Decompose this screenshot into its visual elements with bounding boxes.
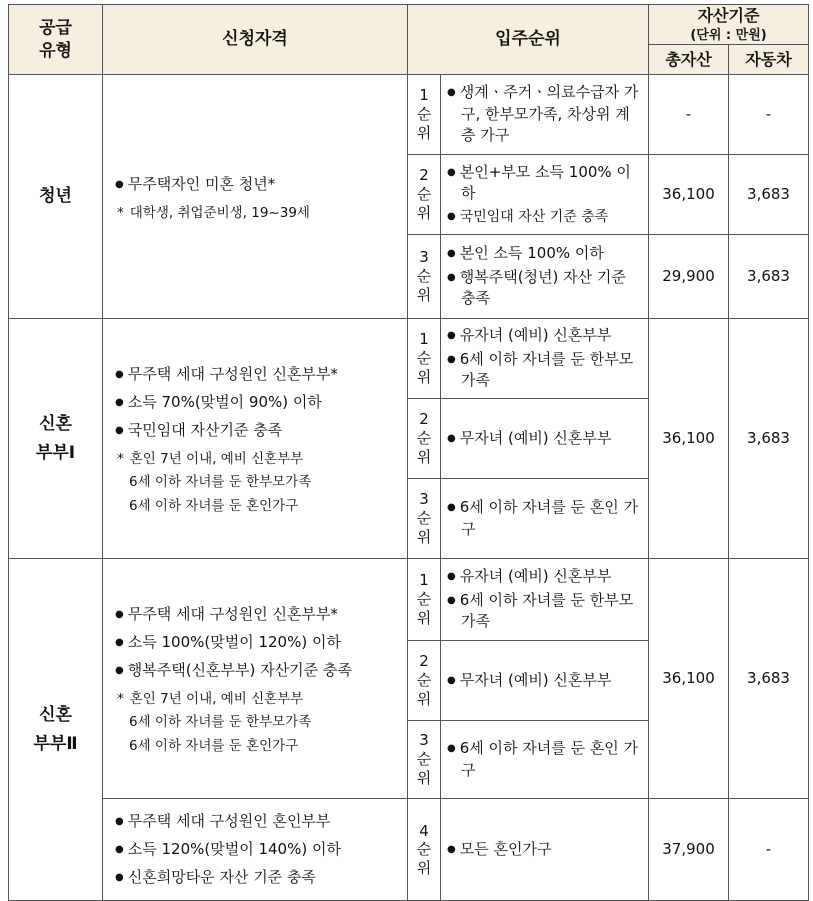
newlywed1-rank-1-item-0: ● 유자녀 (예비) 신혼부부 [447,325,642,347]
header-priority: 입주순위 [408,5,649,75]
youth-rank-3-criteria [441,235,649,319]
newlywed1-elig-2: ● 국민임대 자산기준 충족 [115,420,401,442]
youth-elig-0: ● 무주택자인 미혼 청년* [115,174,401,196]
asset-standard-label: 자산기준 [697,5,760,25]
youth-rank-3-car: 3,683 [729,235,809,319]
newlywed2-elig-0: ● 무주택 세대 구성원인 신혼부부* [115,604,401,626]
newlywed1-rank-2: 2 순 위 [408,399,441,479]
youth-rank-2-total: 36,100 [649,155,729,235]
newlywed1-note: * 혼인 7년 이내, 예비 신혼부부 6세 이하 자녀를 둔 한부모가족 6세 이하 자녀를 둔 혼인가구 [115,448,401,519]
newlywed2-rank-4-criteria [441,799,649,901]
newlywed2-note-2: 6세 이하 자녀를 둔 혼인가구 [129,737,299,754]
youth-rank-3-item-0: ● 본인 소득 100% 이하 [447,243,642,265]
header-supply-type: 공급 유형 [9,5,103,75]
youth-rank-1: 1 순 위 [408,75,441,155]
youth-rank-2-item-1: ● 국민임대 자산 기준 충족 [447,207,642,227]
newlywed1-rank-3: 3 순 위 [408,479,441,559]
youth-rank-2-car: 3,683 [729,155,809,235]
youth-eligibility [103,75,408,319]
newlywed2-rank-3: 3 순 위 [408,721,441,799]
newlywed2-rank-2: 2 순 위 [408,641,441,721]
housing-eligibility-table [8,4,809,901]
newlywed1-rank-1-item-1: ● 6세 이하 자녀를 둔 한부모가족 [447,349,642,393]
newlywed2-car: 3,683 [729,559,809,799]
newlywed2-rank-1-item-1: ● 6세 이하 자녀를 둔 한부모가족 [447,590,642,634]
newlywed2-rank4-total: 37,900 [649,799,729,901]
newlywed2-eligibility [103,559,408,799]
newlywed1-rank-1: 1 순 위 [408,319,441,399]
newlywed1-note-2: 6세 이하 자녀를 둔 혼인가구 [129,497,299,514]
youth-rank-1-criteria [441,75,649,155]
newlywed2-note-0: 혼인 7년 이내, 예비 신혼부부 [129,690,304,707]
newlywed2-rank4-eligibility [103,799,408,901]
header-total-assets: 총자산 [649,45,729,75]
newlywed2-rank4-car: - [729,799,809,901]
youth-rank-3-item-1: ● 행복주택(청년) 자산 기준 충족 [447,267,642,311]
youth-rank-1-car: - [729,75,809,155]
newlywed1-car: 3,683 [729,319,809,559]
newlywed2-rank-2-criteria [441,641,649,721]
newlywed2-rank4-elig-1: ● 소득 120%(맞벌이 140%) 이하 [115,839,401,861]
youth-rank-2-item-0: ● 본인+부모 소득 100% 이하 [447,162,642,206]
newlywed2-rank-2-item-0: ● 무자녀 (예비) 신혼부부 [447,670,642,692]
youth-rank-2-criteria [441,155,649,235]
newlywed1-rank-2-item-0: ● 무자녀 (예비) 신혼부부 [447,428,642,450]
newlywed2-rank-4-item-0: ● 모든 혼인가구 [447,839,642,861]
newlywed2-rank-1-criteria [441,559,649,641]
newlywed2-rank-1-item-0: ● 유자녀 (예비) 신혼부부 [447,566,642,588]
newlywed2-rank-4: 4 순 위 [408,799,441,901]
youth-rank-1-total: - [649,75,729,155]
youth-rank-3-total: 29,900 [649,235,729,319]
newlywed2-note: * 혼인 7년 이내, 예비 신혼부부 6세 이하 자녀를 둔 한부모가족 6세 이하 자녀를 둔 혼인가구 [115,688,401,759]
newlywed1-elig-1: ● 소득 70%(맞벌이 90%) 이하 [115,392,401,414]
newlywed1-rank-3-criteria [441,479,649,559]
newlywed1-rank-2-criteria [441,399,649,479]
newlywed2-rank-3-criteria [441,721,649,799]
newlywed1-eligibility [103,319,408,559]
youth-note: * 대학생, 취업준비생, 19~39세 [117,204,310,221]
youth-rank-1-item-0: ● 생계ㆍ주거ㆍ의료수급자 가구, 한부모가족, 차상위 계층 가구 [447,82,642,147]
newlywed1-rank-1-criteria [441,319,649,399]
youth-rank-3: 3 순 위 [408,235,441,319]
newlywed2-rank-3-item-0: ● 6세 이하 자녀를 둔 혼인 가구 [447,738,642,782]
newlywed2-rank4-elig-0: ● 무주택 세대 구성원인 혼인부부 [115,811,401,833]
header-car: 자동차 [729,45,809,75]
newlywed2-rank-1: 1 순 위 [408,559,441,641]
type-newlywed-1: 신혼 부부Ⅰ [9,319,103,559]
type-youth: 청년 [9,75,103,319]
newlywed1-elig-0: ● 무주택 세대 구성원인 신혼부부* [115,364,401,386]
newlywed1-note-1: 6세 이하 자녀를 둔 한부모가족 [129,474,312,491]
youth-note-0: 대학생, 취업준비생, 19~39세 [129,204,310,221]
header-eligibility: 신청자격 [103,5,408,75]
newlywed1-note-0: 혼인 7년 이내, 예비 신혼부부 [129,450,304,467]
youth-rank-2: 2 순 위 [408,155,441,235]
newlywed2-total: 36,100 [649,559,729,799]
newlywed1-rank-3-item-0: ● 6세 이하 자녀를 둔 혼인 가구 [447,497,642,541]
newlywed2-rank4-elig-2: ● 신혼희망타운 자산 기준 충족 [115,867,401,889]
asset-unit-label: (단위 : 만원) [690,27,767,43]
type-newlywed-2: 신혼 부부Ⅱ [9,559,103,901]
newlywed2-elig-2: ● 행복주택(신혼부부) 자산기준 충족 [115,660,401,682]
newlywed2-note-1: 6세 이하 자녀를 둔 한부모가족 [129,714,312,731]
newlywed2-elig-1: ● 소득 100%(맞벌이 120%) 이하 [115,632,401,654]
header-asset-standard [649,5,809,45]
newlywed1-total: 36,100 [649,319,729,559]
